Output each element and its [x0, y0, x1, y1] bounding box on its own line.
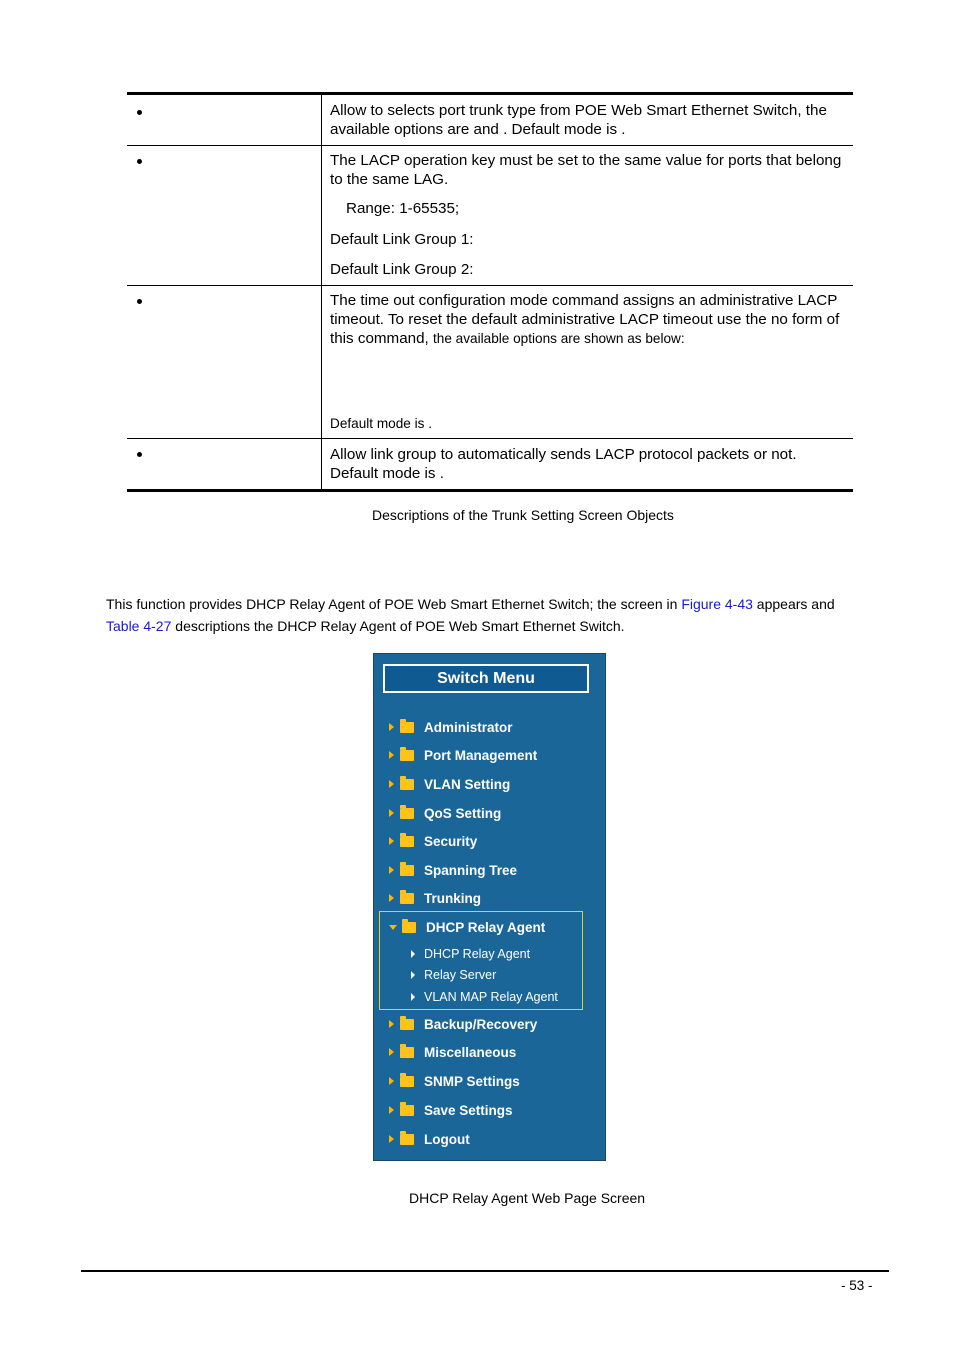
expand-arrow-icon: [389, 1106, 394, 1114]
expand-arrow-icon: [389, 894, 394, 902]
footer-rule: [81, 1270, 889, 1272]
menu-item-logout[interactable]: Logout: [389, 1129, 470, 1149]
row-3-description: The time out configuration mode command assigns an administrative LACP timeout. To reset the default administrative LACP timeout use the no form of this command, the available options are shown as below:: [330, 292, 840, 347]
row-1-description: Allow to selects port trunk type from POE Web Smart Ethernet Switch, the available options are and . Default mode is .: [330, 102, 827, 138]
table-top-rule: [127, 92, 853, 95]
folder-icon: [400, 836, 414, 847]
menu-item-vlan-setting[interactable]: VLAN Setting: [389, 774, 510, 794]
folder-icon: [400, 1105, 414, 1116]
page-number: - 53 -: [841, 1278, 873, 1293]
arrow-icon: [411, 993, 415, 1001]
table-link[interactable]: Table 4-27: [106, 618, 172, 634]
folder-icon: [400, 808, 414, 819]
expand-arrow-icon: [389, 1077, 394, 1085]
collapse-arrow-icon: [389, 925, 397, 930]
expand-arrow-icon: [389, 1135, 394, 1143]
menu-item-administrator[interactable]: Administrator: [389, 717, 513, 737]
submenu-vlan-map-relay-agent[interactable]: VLAN MAP Relay Agent: [411, 989, 558, 1005]
section-paragraph-line-1: This function provides DHCP Relay Agent of POE Web Smart Ethernet Switch; the screen in Figure 4-43 appears and: [106, 596, 835, 612]
expand-arrow-icon: [389, 1020, 394, 1028]
menu-item-port-management[interactable]: Port Management: [389, 745, 537, 765]
menu-item-spanning-tree[interactable]: Spanning Tree: [389, 860, 517, 880]
submenu-dhcp-relay-agent[interactable]: DHCP Relay Agent: [411, 946, 530, 962]
folder-icon: [400, 750, 414, 761]
row-bullet: [137, 110, 142, 115]
menu-item-snmp-settings[interactable]: SNMP Settings: [389, 1071, 520, 1091]
row-divider: [127, 438, 853, 439]
table-caption: Descriptions of the Trunk Setting Screen Objects: [372, 507, 674, 523]
expand-arrow-icon: [389, 809, 394, 817]
row-bullet: [137, 452, 142, 457]
row-3-default-mode: Default mode is .: [330, 416, 432, 431]
row-2-description: The LACP operation key must be set to the same value for ports that belong to the same LAG.: [330, 152, 842, 188]
expand-arrow-icon: [389, 723, 394, 731]
submenu-relay-server[interactable]: Relay Server: [411, 967, 496, 983]
expand-arrow-icon: [389, 751, 394, 759]
arrow-icon: [411, 950, 415, 958]
figure-link[interactable]: Figure 4-43: [681, 596, 753, 612]
default-group-2: Default Link Group 2:: [330, 261, 474, 278]
folder-icon: [402, 922, 416, 933]
menu-item-backup-recovery[interactable]: Backup/Recovery: [389, 1014, 537, 1034]
expand-arrow-icon: [389, 866, 394, 874]
menu-item-dhcp-relay-agent[interactable]: DHCP Relay Agent: [389, 917, 545, 937]
figure-caption: DHCP Relay Agent Web Page Screen: [409, 1190, 646, 1206]
switch-menu-title: Switch Menu: [383, 664, 589, 693]
table-bottom-rule: [127, 489, 853, 492]
folder-icon: [400, 1076, 414, 1087]
default-group-1: Default Link Group 1:: [330, 231, 474, 248]
menu-item-qos-setting[interactable]: QoS Setting: [389, 803, 501, 823]
section-paragraph-line-2: Table 4-27 descriptions the DHCP Relay Agent of POE Web Smart Ethernet Switch.: [106, 618, 625, 634]
folder-icon: [400, 779, 414, 790]
menu-item-miscellaneous[interactable]: Miscellaneous: [389, 1042, 516, 1062]
folder-icon: [400, 722, 414, 733]
row-divider: [127, 285, 853, 286]
menu-item-save-settings[interactable]: Save Settings: [389, 1100, 513, 1120]
range-text: Range: 1-65535;: [346, 200, 460, 217]
folder-icon: [400, 1019, 414, 1030]
menu-item-security[interactable]: Security: [389, 831, 477, 851]
arrow-icon: [411, 971, 415, 979]
folder-icon: [400, 1047, 414, 1058]
row-4-description: Allow link group to automatically sends LACP protocol packets or not. Default mode is .: [330, 446, 797, 482]
column-divider: [321, 95, 322, 489]
expand-arrow-icon: [389, 1048, 394, 1056]
menu-item-trunking[interactable]: Trunking: [389, 888, 481, 908]
row-bullet: [137, 159, 142, 164]
row-divider: [127, 145, 853, 146]
expand-arrow-icon: [389, 837, 394, 845]
folder-icon: [400, 1134, 414, 1145]
folder-icon: [400, 865, 414, 876]
folder-icon: [400, 893, 414, 904]
expand-arrow-icon: [389, 780, 394, 788]
row-bullet: [137, 299, 142, 304]
